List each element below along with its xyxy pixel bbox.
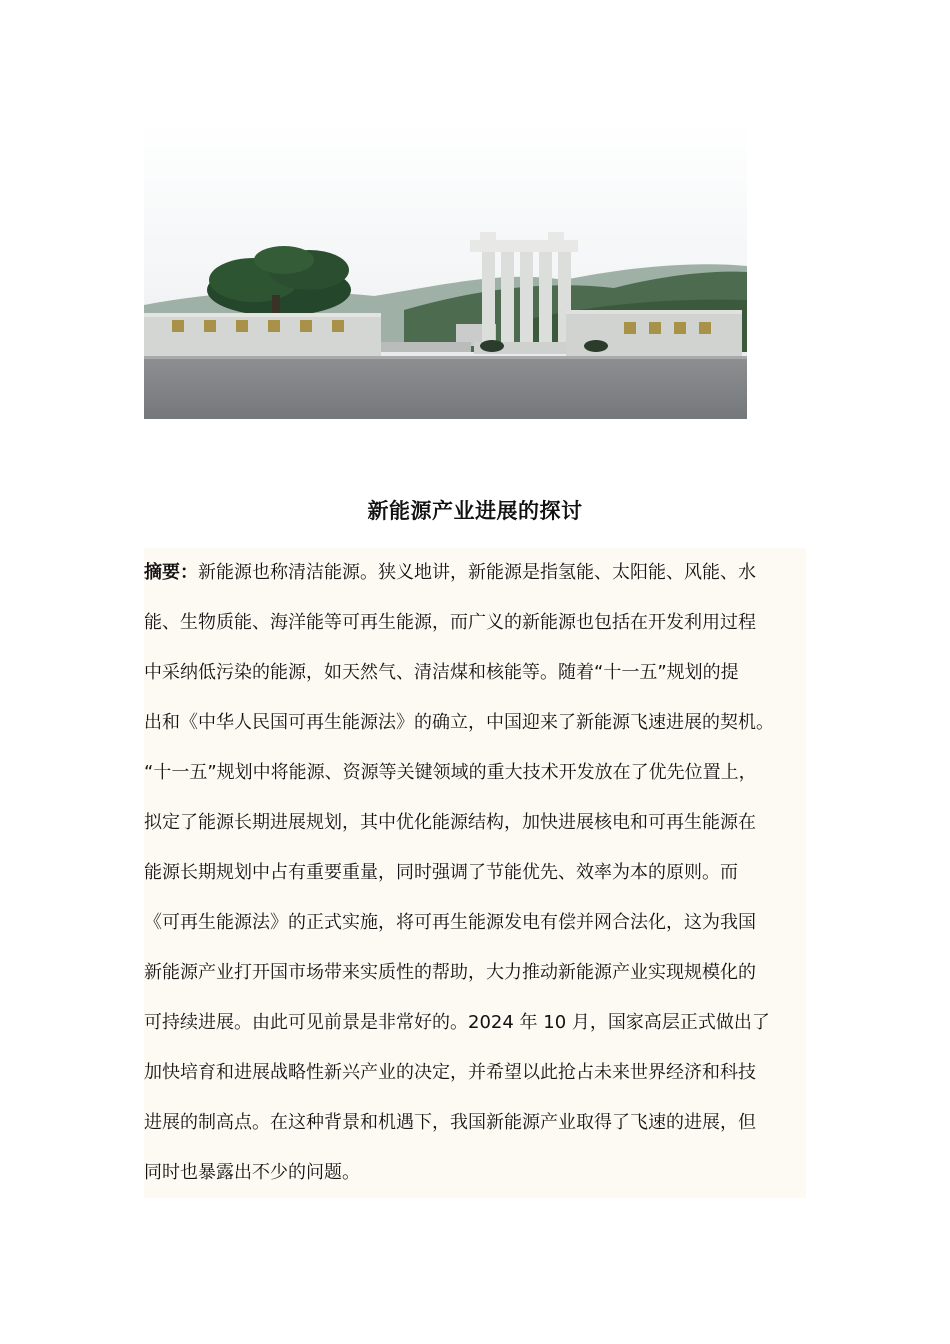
abstract-line: 进展的制高点。在这种背景和机遇下，我国新能源产业取得了飞速的进展，但 <box>144 1112 756 1133</box>
abstract-line <box>144 548 756 598</box>
abstract-line-text: 新能源也称清洁能源。狭义地讲，新能源是指氢能、太阳能、风能、水 <box>198 562 756 583</box>
abstract-line: 能、生物质能、海洋能等可再生能源，而广义的新能源也包括在开发利用过程 <box>144 612 756 633</box>
campus-gate-photo <box>144 120 747 419</box>
abstract-line: 新能源产业打开国市场带来实质性的帮助，大力推动新能源产业实现规模化的 <box>144 962 756 983</box>
abstract-line: 《可再生能源法》的正式实施，将可再生能源发电有偿并网合法化，这为我国 <box>144 912 756 933</box>
abstract-line: 能源长期规划中占有重要重量，同时强调了节能优先、效率为本的原则。而 <box>144 862 738 883</box>
abstract-label: 摘要： <box>144 562 198 583</box>
document-title: 新能源产业进展的探讨 <box>367 499 583 523</box>
abstract-line: 可持续进展。由此可见前景是非常好的。2024 年 10 月，国家高层正式做出了 <box>144 1012 770 1033</box>
abstract-line: 加快培育和进展战略性新兴产业的决定，并希望以此抢占未来世界经济和科技 <box>144 1062 756 1083</box>
abstract-line: “十一五”规划中将能源、资源等关键领域的重大技术开发放在了优先位置上， <box>144 762 757 783</box>
abstract-line: 出和《中华人民国可再生能源法》的确立，中国迎来了新能源飞速进展的契机。 <box>144 712 774 733</box>
abstract-line: 中采纳低污染的能源，如天然气、清洁煤和核能等。随着“十一五”规划的提 <box>144 662 739 683</box>
abstract-line: 同时也暴露出不少的问题。 <box>144 1162 360 1183</box>
abstract-section <box>144 548 806 1198</box>
abstract-line: 拟定了能源长期进展规划，其中优化能源结构，加快进展核电和可再生能源在 <box>144 812 756 833</box>
